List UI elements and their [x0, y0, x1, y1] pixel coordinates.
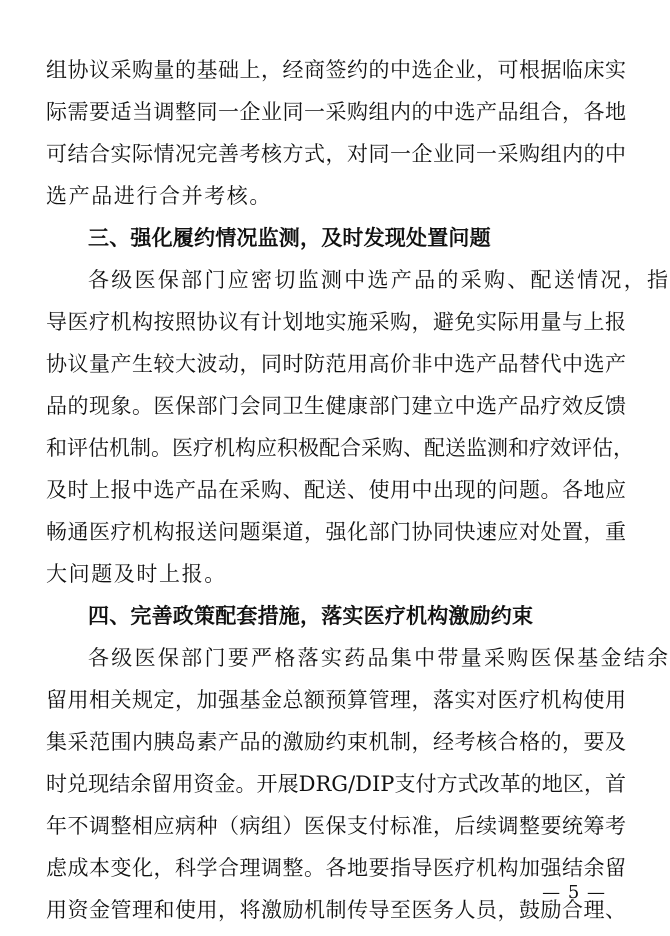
- body-line: 各级医保部门要严格落实药品集中带量采购医保基金结余: [88, 646, 668, 670]
- body-line: 畅通医疗机构报送问题渠道，强化部门协同快速应对处置，重: [46, 520, 626, 544]
- body-line: 虑成本变化，科学合理调整。各地要指导医疗机构加强结余留: [46, 856, 626, 880]
- body-line: 及时上报中选产品在采购、配送、使用中出现的问题。各地应: [46, 478, 626, 502]
- body-line: 品的现象。医保部门会同卫生健康部门建立中选产品疗效反馈: [46, 394, 626, 418]
- body-line: 协议量产生较大波动，同时防范用高价非中选产品替代中选产: [46, 352, 626, 376]
- page-number: — 5 —: [542, 882, 606, 903]
- body-line: 际需要适当调整同一企业同一采购组内的中选产品组合，各地: [46, 100, 626, 124]
- body-line: 用资金管理和使用，将激励机制传导至医务人员，鼓励合理、: [46, 898, 626, 922]
- body-line: 大问题及时上报。: [46, 562, 227, 586]
- body-line: 可结合实际情况完善考核方式，对同一企业同一采购组内的中: [46, 142, 626, 166]
- body-line: 组协议采购量的基础上，经商签约的中选企业，可根据临床实: [46, 58, 626, 82]
- body-line: 和评估机制。医疗机构应积极配合采购、配送监测和疗效评估，: [46, 436, 634, 460]
- body-line: 留用相关规定，加强基金总额预算管理，落实对医疗机构使用: [46, 688, 626, 712]
- body-line: 选产品进行合并考核。: [46, 184, 272, 208]
- body-line: 年不调整相应病种（病组）医保支付标准，后续调整要统筹考: [46, 814, 626, 838]
- body-line: 导医疗机构按照协议有计划地实施采购，避免实际用量与上报: [46, 310, 626, 334]
- body-line: 各级医保部门应密切监测中选产品的采购、配送情况，指: [88, 268, 668, 292]
- body-line: 时兑现结余留用资金。开展DRG/DIP支付方式改革的地区，首: [46, 772, 626, 796]
- section-heading-4: 四、完善政策配套措施，落实医疗机构激励约束: [88, 604, 534, 628]
- section-heading-3: 三、强化履约情况监测，及时发现处置问题: [88, 226, 491, 250]
- body-line: 集采范围内胰岛素产品的激励约束机制，经考核合格的，要及: [46, 730, 626, 754]
